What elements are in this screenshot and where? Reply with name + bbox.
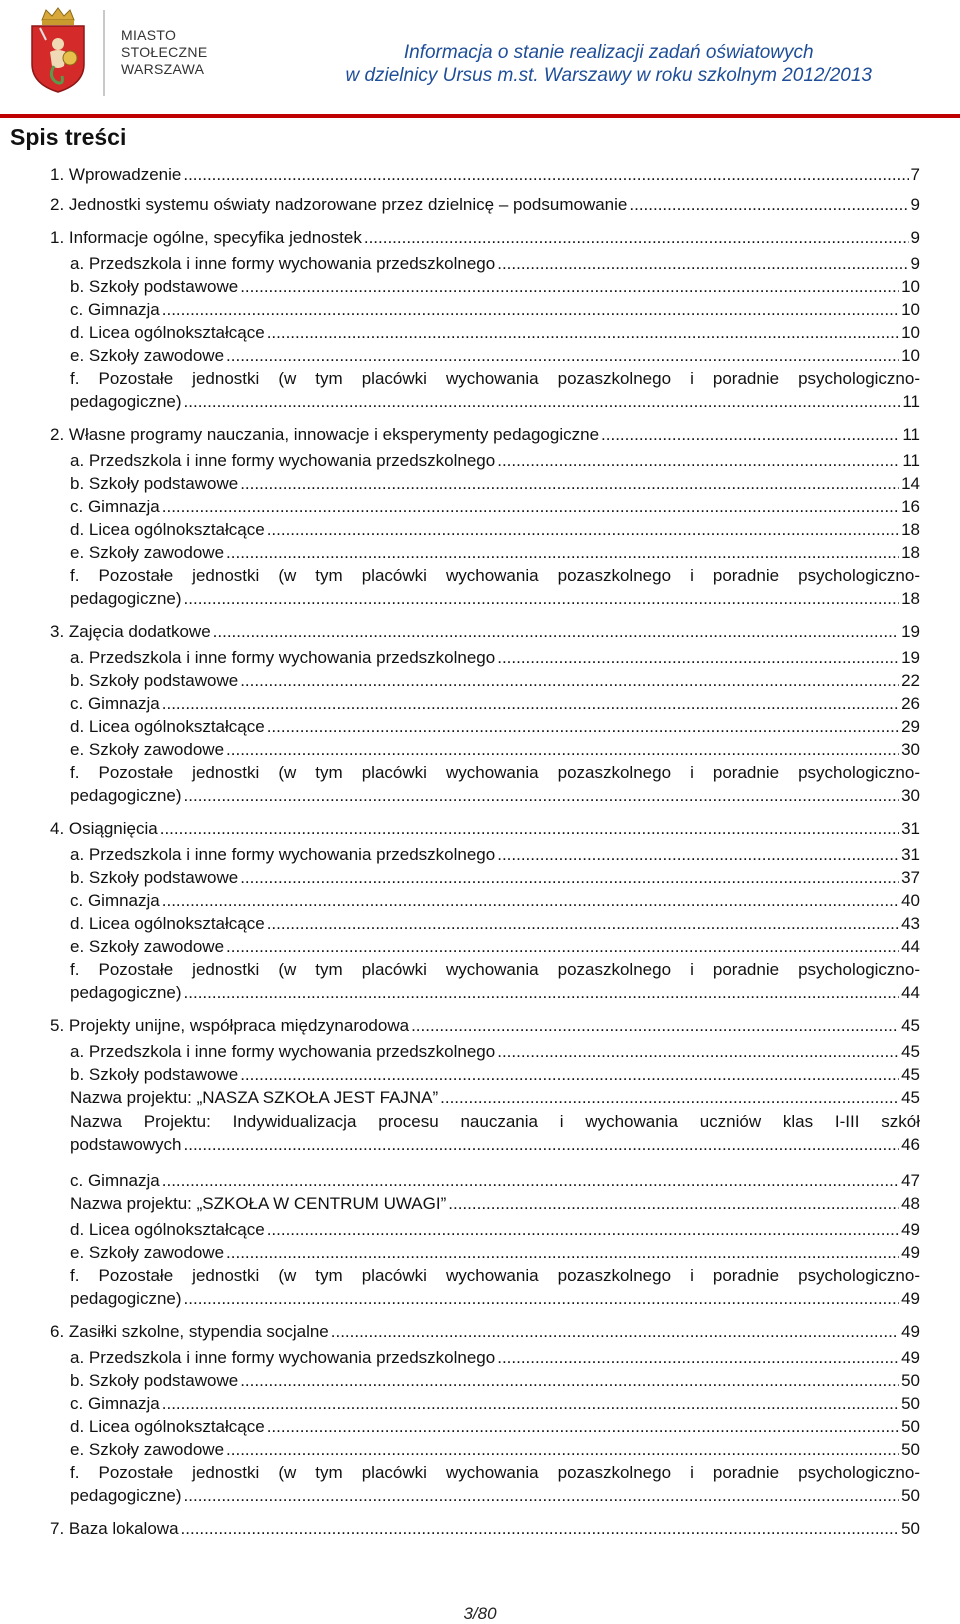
toc-entry[interactable]: [70, 367, 920, 413]
header-rule: [0, 114, 960, 118]
toc-leader-dots: [162, 1392, 899, 1415]
toc-entry[interactable]: [50, 1517, 920, 1540]
toc-leader-dots: [184, 1133, 900, 1156]
toc-entry[interactable]: [70, 1063, 920, 1086]
toc-entry-label: 6. Zasiłki szkolne, stypendia socjalne: [50, 1322, 329, 1341]
toc-entry[interactable]: [70, 1110, 920, 1156]
toc-entry[interactable]: [70, 541, 920, 564]
toc-leader-dots: [226, 1438, 899, 1461]
toc-entry-page: 9: [910, 254, 920, 273]
toc-leader-dots: [240, 472, 899, 495]
toc-entry-page: 31: [901, 819, 920, 838]
toc-entry-label: a. Przedszkola i inne formy wychowania przedszkolnego: [70, 1348, 496, 1367]
toc-entry-label: d. Licea ogólnokształcące: [70, 1417, 265, 1436]
toc-leader-dots: [629, 193, 908, 216]
toc-entry-page: 19: [901, 622, 920, 641]
toc-entry[interactable]: [50, 423, 920, 446]
toc-leader-dots: [226, 1241, 899, 1264]
toc-entry-page: 31: [901, 845, 920, 864]
toc-leader-dots: [601, 423, 900, 446]
toc-leader-dots: [184, 1484, 900, 1507]
toc-entry[interactable]: [70, 321, 920, 344]
toc-entry-page: 44: [901, 937, 920, 956]
toc-entry-label: b. Szkoły podstawowe: [70, 474, 239, 493]
toc-entry[interactable]: [70, 669, 920, 692]
toc-entry-label: f. Pozostałe jednostki (w tym placówki wychowania pozaszkolnego i poradnie psychologiczno-: [70, 763, 920, 782]
toc-entry-page: 9: [910, 195, 920, 214]
toc-entry[interactable]: [70, 495, 920, 518]
toc-leader-dots: [267, 1218, 899, 1241]
page-header: [0, 0, 960, 116]
toc-leader-dots: [411, 1014, 899, 1037]
toc-entry-page: 10: [901, 300, 920, 319]
toc-entry-label: b. Szkoły podstawowe: [70, 277, 239, 296]
toc-entry-page: 45: [901, 1016, 920, 1035]
toc-leader-dots: [213, 620, 899, 643]
toc-entry-page: 10: [901, 346, 920, 365]
toc-entry-page: 43: [901, 914, 920, 933]
toc-leader-dots: [181, 1517, 900, 1540]
toc-entry-page: 19: [901, 648, 920, 667]
toc-entry-page: 29: [901, 717, 920, 736]
warsaw-coat-of-arms-logo: [28, 6, 88, 94]
toc-entry-label: e. Szkoły zawodowe: [70, 740, 225, 759]
toc-entry[interactable]: [70, 761, 920, 807]
toc-entry-label: Nazwa projektu: „NASZA SZKOŁA JEST FAJNA”: [70, 1088, 439, 1107]
toc-entry-label: b. Szkoły podstawowe: [70, 868, 239, 887]
toc-entry[interactable]: [70, 1438, 920, 1461]
toc-leader-dots: [226, 738, 899, 761]
toc-entry-label: 3. Zajęcia dodatkowe: [50, 622, 211, 641]
toc-entry[interactable]: [70, 1369, 920, 1392]
toc-entry-label: f. Pozostałe jednostki (w tym placówki wychowania pozaszkolnego i poradnie psychologiczno-: [70, 960, 920, 979]
document-title-line-1: Informacja o stanie realizacji zadań oświatowych: [403, 42, 814, 63]
toc-entry-page: 11: [902, 392, 920, 411]
toc-entry-label: f. Pozostałe jednostki (w tym placówki wychowania pozaszkolnego i poradnie psychologiczno-: [70, 1463, 920, 1482]
toc-entry-label: e. Szkoły zawodowe: [70, 1243, 225, 1262]
toc-entry-page: 49: [901, 1289, 920, 1308]
toc-entry[interactable]: [70, 298, 920, 321]
toc-leader-dots: [162, 889, 899, 912]
toc-entry-label: f. Pozostałe jednostki (w tym placówki wychowania pozaszkolnego i poradnie psychologiczno-: [70, 566, 920, 585]
toc-leader-dots: [364, 226, 909, 249]
logo-line: WARSZAWA: [121, 61, 205, 77]
toc-entry-label: c. Gimnazja: [70, 497, 160, 516]
toc-leader-dots: [183, 163, 908, 186]
toc-entry[interactable]: [50, 1320, 920, 1343]
toc-entry[interactable]: [50, 620, 920, 643]
toc-entry-label: c. Gimnazja: [70, 694, 160, 713]
toc-entry[interactable]: [70, 564, 920, 610]
toc-entry-page: 14: [901, 474, 920, 493]
toc-entry[interactable]: [70, 1192, 920, 1215]
toc-entry-page: 50: [901, 1519, 920, 1538]
toc-entry-label: c. Gimnazja: [70, 1171, 160, 1190]
toc-entry[interactable]: [70, 889, 920, 912]
toc-entry-page: 50: [901, 1417, 920, 1436]
toc-entry[interactable]: [70, 344, 920, 367]
toc-leader-dots: [160, 817, 899, 840]
toc-entry-page: 46: [901, 1135, 920, 1154]
toc-entry-label: Nazwa Projektu: Indywidualizacja procesu nauczania i wychowania uczniów klas I-III szkół: [70, 1112, 920, 1131]
toc-entry[interactable]: [70, 1264, 920, 1310]
toc-entry-label: a. Przedszkola i inne formy wychowania przedszkolnego: [70, 648, 496, 667]
toc-entry[interactable]: [70, 738, 920, 761]
toc-entry-page: 18: [901, 589, 920, 608]
toc-leader-dots: [162, 298, 899, 321]
toc-entry-page: 49: [901, 1243, 920, 1262]
toc-entry-label: d. Licea ogólnokształcące: [70, 717, 265, 736]
logo-line: MIASTO: [121, 27, 177, 43]
toc-entry-label: f. Pozostałe jednostki (w tym placówki wychowania pozaszkolnego i poradnie psychologiczno-: [70, 1266, 920, 1285]
toc-entry-label: 4. Osiągnięcia: [50, 819, 158, 838]
toc-entry[interactable]: [70, 275, 920, 298]
toc-entry[interactable]: [70, 866, 920, 889]
toc-entry-label: pedagogiczne): [70, 786, 182, 805]
toc-entry[interactable]: [70, 646, 920, 669]
toc-entry-label: pedagogiczne): [70, 983, 182, 1002]
toc-leader-dots: [267, 518, 899, 541]
toc-entry[interactable]: [70, 449, 920, 472]
toc-entry[interactable]: [70, 1086, 920, 1109]
toc-entry-page: 18: [901, 543, 920, 562]
city-logo-text: [121, 27, 207, 78]
toc-entry-page: 7: [910, 165, 920, 184]
toc-leader-dots: [162, 1169, 899, 1192]
toc-leader-dots: [240, 669, 899, 692]
toc-entry[interactable]: [70, 715, 920, 738]
toc-entry-label: e. Szkoły zawodowe: [70, 937, 225, 956]
toc-leader-dots: [226, 935, 899, 958]
logo-line: STOŁECZNE: [121, 44, 208, 60]
toc-entry-label: 7. Baza lokalowa: [50, 1519, 179, 1538]
toc-entry-page: 49: [901, 1322, 920, 1341]
toc-leader-dots: [497, 449, 900, 472]
toc-leader-dots: [497, 252, 908, 275]
toc-entry-label: a. Przedszkola i inne formy wychowania przedszkolnego: [70, 451, 496, 470]
toc-leader-dots: [240, 275, 899, 298]
toc-entry-page: 50: [901, 1486, 920, 1505]
toc-leader-dots: [184, 587, 900, 610]
toc-entry-label: c. Gimnazja: [70, 891, 160, 910]
toc-entry-label: d. Licea ogólnokształcące: [70, 914, 265, 933]
toc-entry[interactable]: [70, 1241, 920, 1264]
toc-entry[interactable]: [50, 193, 920, 216]
toc-entry-label: a. Przedszkola i inne formy wychowania przedszkolnego: [70, 1042, 496, 1061]
toc-entry[interactable]: [50, 226, 920, 249]
toc-entry[interactable]: [70, 958, 920, 1004]
toc-leader-dots: [184, 390, 901, 413]
toc-entry-page: 16: [901, 497, 920, 516]
toc-entry-label: 2. Jednostki systemu oświaty nadzorowane przez dzielnicę – podsumowanie: [50, 195, 628, 214]
toc-entry[interactable]: [50, 817, 920, 840]
toc-entry-page: 10: [901, 323, 920, 342]
toc-entry-page: 10: [901, 277, 920, 296]
toc-entry-label: e. Szkoły zawodowe: [70, 1440, 225, 1459]
toc-entry-label: b. Szkoły podstawowe: [70, 671, 239, 690]
toc-entry-page: 26: [901, 694, 920, 713]
toc-entry[interactable]: [70, 1218, 920, 1241]
toc-entry-page: 30: [901, 740, 920, 759]
toc-entry-label: a. Przedszkola i inne formy wychowania przedszkolnego: [70, 254, 496, 273]
toc-leader-dots: [240, 1369, 899, 1392]
toc-entry-page: 30: [901, 786, 920, 805]
toc-entry-page: 11: [902, 425, 920, 444]
toc-entry-label: d. Licea ogólnokształcące: [70, 1220, 265, 1239]
toc-entry[interactable]: [70, 1392, 920, 1415]
toc-leader-dots: [497, 646, 899, 669]
toc-leader-dots: [497, 1040, 899, 1063]
toc-entry-page: 45: [901, 1042, 920, 1061]
toc-entry-page: 44: [901, 983, 920, 1002]
toc-entry[interactable]: [70, 1040, 920, 1063]
toc-leader-dots: [440, 1086, 899, 1109]
toc-entry[interactable]: [70, 1461, 920, 1507]
toc-entry-page: 9: [910, 228, 920, 247]
toc-entry[interactable]: [70, 692, 920, 715]
toc-entry[interactable]: [70, 1346, 920, 1369]
toc-entry-label: a. Przedszkola i inne formy wychowania przedszkolnego: [70, 845, 496, 864]
toc-leader-dots: [267, 715, 899, 738]
toc-entry-page: 45: [901, 1088, 920, 1107]
header-divider: [103, 10, 105, 96]
toc-leader-dots: [240, 866, 899, 889]
toc-entry[interactable]: [70, 472, 920, 495]
toc-entry-label: Nazwa projektu: „SZKOŁA W CENTRUM UWAGI”: [70, 1194, 447, 1213]
toc-leader-dots: [267, 1415, 899, 1438]
toc-entry-page: 11: [902, 451, 920, 470]
toc-entry-page: 37: [901, 868, 920, 887]
toc-entry-label: c. Gimnazja: [70, 1394, 160, 1413]
toc-leader-dots: [267, 912, 899, 935]
toc-entry[interactable]: [70, 1169, 920, 1192]
toc-entry-page: 50: [901, 1440, 920, 1459]
toc-leader-dots: [267, 321, 899, 344]
toc-entry-label: d. Licea ogólnokształcące: [70, 520, 265, 539]
toc-entry-page: 22: [901, 671, 920, 690]
toc-entry-page: 47: [901, 1171, 920, 1190]
toc-leader-dots: [497, 1346, 899, 1369]
toc-entry[interactable]: [70, 252, 920, 275]
toc-leader-dots: [240, 1063, 899, 1086]
toc-entry[interactable]: [70, 935, 920, 958]
toc-entry-page: 49: [901, 1220, 920, 1239]
toc-leader-dots: [162, 495, 899, 518]
toc-entry-label: e. Szkoły zawodowe: [70, 543, 225, 562]
document-title: [345, 41, 872, 87]
toc-entry[interactable]: [50, 1014, 920, 1037]
toc-leader-dots: [331, 1320, 899, 1343]
toc-entry-label: 5. Projekty unijne, współpraca międzynarodowa: [50, 1016, 410, 1035]
toc-entry-label: d. Licea ogólnokształcące: [70, 323, 265, 342]
toc-leader-dots: [226, 541, 899, 564]
toc-leader-dots: [448, 1192, 899, 1215]
toc-entry-label: e. Szkoły zawodowe: [70, 346, 225, 365]
toc-leader-dots: [226, 344, 899, 367]
toc-heading: Spis treści: [10, 124, 127, 150]
toc-entry-page: 45: [901, 1065, 920, 1084]
toc-entry-label: c. Gimnazja: [70, 300, 160, 319]
toc-leader-dots: [162, 692, 899, 715]
toc-entry-label: podstawowych: [70, 1135, 182, 1154]
toc-entry-label: pedagogiczne): [70, 1486, 182, 1505]
toc-entry-page: 18: [901, 520, 920, 539]
document-title-line-2: w dzielnicy Ursus m.st. Warszawy w roku szkolnym 2012/2013: [345, 65, 872, 86]
toc-entry-label: b. Szkoły podstawowe: [70, 1371, 239, 1390]
toc-entry-label: pedagogiczne): [70, 589, 182, 608]
toc-leader-dots: [497, 843, 899, 866]
page-number: 3/80: [463, 1604, 497, 1623]
toc-entry-label: 1. Wprowadzenie: [50, 165, 182, 184]
toc-entry-label: 2. Własne programy nauczania, innowacje i eksperymenty pedagogiczne: [50, 425, 600, 444]
toc-entry-label: f. Pozostałe jednostki (w tym placówki wychowania pozaszkolnego i poradnie psychologiczno-: [70, 369, 920, 388]
toc-entry-page: 48: [901, 1194, 920, 1213]
toc-entry[interactable]: [50, 163, 920, 186]
toc-leader-dots: [184, 784, 900, 807]
toc-entry-label: b. Szkoły podstawowe: [70, 1065, 239, 1084]
toc-entry[interactable]: [70, 912, 920, 935]
toc-leader-dots: [184, 981, 900, 1004]
toc-entry-label: pedagogiczne): [70, 1289, 182, 1308]
toc-entry-page: 50: [901, 1371, 920, 1390]
toc-entry[interactable]: [70, 843, 920, 866]
toc-leader-dots: [184, 1287, 900, 1310]
toc-entry-label: 1. Informacje ogólne, specyfika jednostek: [50, 228, 362, 247]
toc-entry-page: 50: [901, 1394, 920, 1413]
toc-entry-page: 40: [901, 891, 920, 910]
toc-entry[interactable]: [70, 518, 920, 541]
toc-entry-page: 49: [901, 1348, 920, 1367]
toc-entry-label: pedagogiczne): [70, 392, 182, 411]
toc-entry[interactable]: [70, 1415, 920, 1438]
